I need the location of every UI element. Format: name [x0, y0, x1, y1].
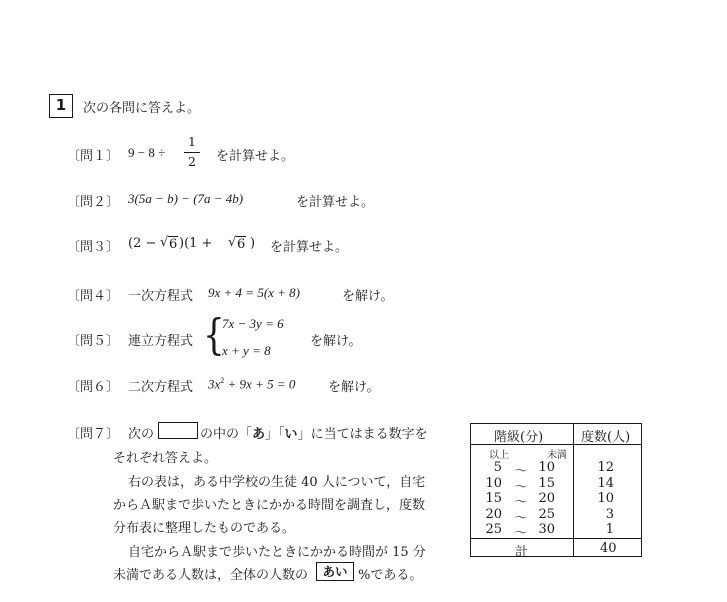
q1-fraction-numerator: 1 [188, 134, 196, 149]
q7-label: 〔問７〕 [67, 427, 120, 442]
q1-instruction: を計算せよ。 [216, 149, 295, 164]
q3-label: 〔問３〕 [67, 240, 120, 255]
system-brace-icon: { [203, 310, 225, 360]
q3-radicand-1: 6 [169, 237, 178, 252]
table-total-divider [470, 538, 642, 539]
table-sub-high: 未満 [547, 450, 567, 461]
table-total-value: 40 [600, 541, 617, 556]
q6-equation [208, 376, 295, 392]
q2-expression: 3(5a − b) − (7a − 4b) [128, 191, 244, 206]
q3-expr-part1: (2 − [128, 236, 157, 251]
q7-mark-i: い [284, 427, 298, 442]
q3-instruction: を計算せよ。 [270, 240, 349, 255]
q1-expression: 9 − 8 ÷ [128, 145, 166, 160]
q7-line1-mid [200, 423, 428, 442]
q5-equation-2: x + y = 8 [222, 343, 271, 358]
q7-line6: 自宅からＡ駅まで歩いたときにかかる時間が 15 分 [128, 545, 426, 560]
table-row-tilde: 〜 [514, 526, 528, 541]
table-row-high: 30 [538, 522, 555, 537]
answer-box-ai: あい [316, 562, 354, 581]
table-row-tilde: 〜 [514, 495, 528, 510]
q3-radicand-2: 6 [237, 237, 246, 252]
answer-blank-box [158, 422, 198, 439]
table-row-low: 15 [485, 491, 502, 506]
table-header-frequency: 度数(人) [581, 430, 631, 445]
table-row-tilde: 〜 [514, 510, 528, 526]
table-row-high: 15 [538, 475, 555, 491]
q4-equation-type: 一次方程式 [128, 289, 194, 304]
q3-expr-part2: )(1 + [179, 236, 213, 251]
q5-label: 〔問５〕 [67, 334, 120, 349]
table-row-frequency: 12 [597, 460, 614, 475]
q7-line3: 右の表は，ある中学校の生徒 40 人について，自宅 [128, 475, 426, 490]
table-header-class: 階級(分) [494, 430, 544, 445]
table-row-high: 25 [538, 506, 555, 522]
table-row-tilde: 〜 [514, 464, 528, 479]
table-row-low: 10 [485, 475, 502, 491]
q3-expr-part3: ) [250, 236, 256, 251]
q6-label: 〔問６〕 [67, 380, 120, 395]
table-row-high: 10 [538, 460, 555, 475]
table-row-tilde: 〜 [514, 479, 528, 495]
q7-line7-end: %である。 [358, 568, 423, 583]
q7-line1-text-d: 」に当てはまる数字を [297, 427, 428, 442]
table-row-frequency: 1 [605, 522, 614, 537]
q7-mark-a: あ [252, 427, 266, 442]
table-sub-low: 以上 [489, 450, 509, 461]
sqrt-icon: √ [160, 235, 169, 250]
q7-line4: からＡ駅まで歩いたときにかかる時間を調査し，度数 [113, 498, 426, 513]
q6-equation-type: 二次方程式 [128, 380, 194, 395]
table-row-high: 20 [538, 491, 555, 506]
q7-line1-text-b: の中の「 [200, 427, 253, 442]
q4-instruction: を解け。 [342, 289, 394, 304]
table-row-frequency: 3 [605, 506, 614, 522]
q1-label: 〔問１〕 [67, 149, 120, 164]
q5-instruction: を解け。 [310, 334, 362, 349]
q7-line1-start: 次の [128, 427, 155, 442]
table-row-frequency: 10 [597, 491, 614, 506]
q7-line7: 未満である人数は，全体の人数の [113, 568, 309, 583]
q6-rest: + 9x + 5 = 0 [224, 376, 296, 392]
q7-line5: 分布表に整理したものである。 [113, 521, 296, 536]
q6-term: 3x [208, 376, 221, 392]
q5-equation-type: 連立方程式 [128, 334, 194, 349]
q5-equation-1: 7x − 3y = 6 [222, 316, 284, 331]
table-total-label: 計 [515, 545, 529, 560]
problem-instruction: 次の各問に答えよ。 [83, 101, 201, 116]
q6-instruction: を解け。 [328, 380, 380, 395]
q7-line1-text-c: 」「 [265, 427, 285, 442]
table-row-frequency: 14 [597, 475, 614, 491]
q1-fraction-bar [184, 152, 200, 153]
q1-fraction-denominator: 2 [188, 154, 196, 169]
table-row-low: 5 [493, 460, 502, 475]
sqrt-icon: √ [228, 235, 237, 250]
q2-label: 〔問２〕 [67, 195, 120, 210]
q2-instruction: を計算せよ。 [296, 195, 375, 210]
q7-line2: それぞれ答えよ。 [113, 451, 218, 466]
problem-number: 1 [49, 94, 73, 118]
table-row-low: 20 [485, 506, 502, 522]
table-row-low: 25 [485, 522, 502, 537]
q4-equation: 9x + 4 = 5(x + 8) [208, 285, 301, 300]
q4-label: 〔問４〕 [67, 289, 120, 304]
q6-exponent: 2 [220, 376, 225, 385]
